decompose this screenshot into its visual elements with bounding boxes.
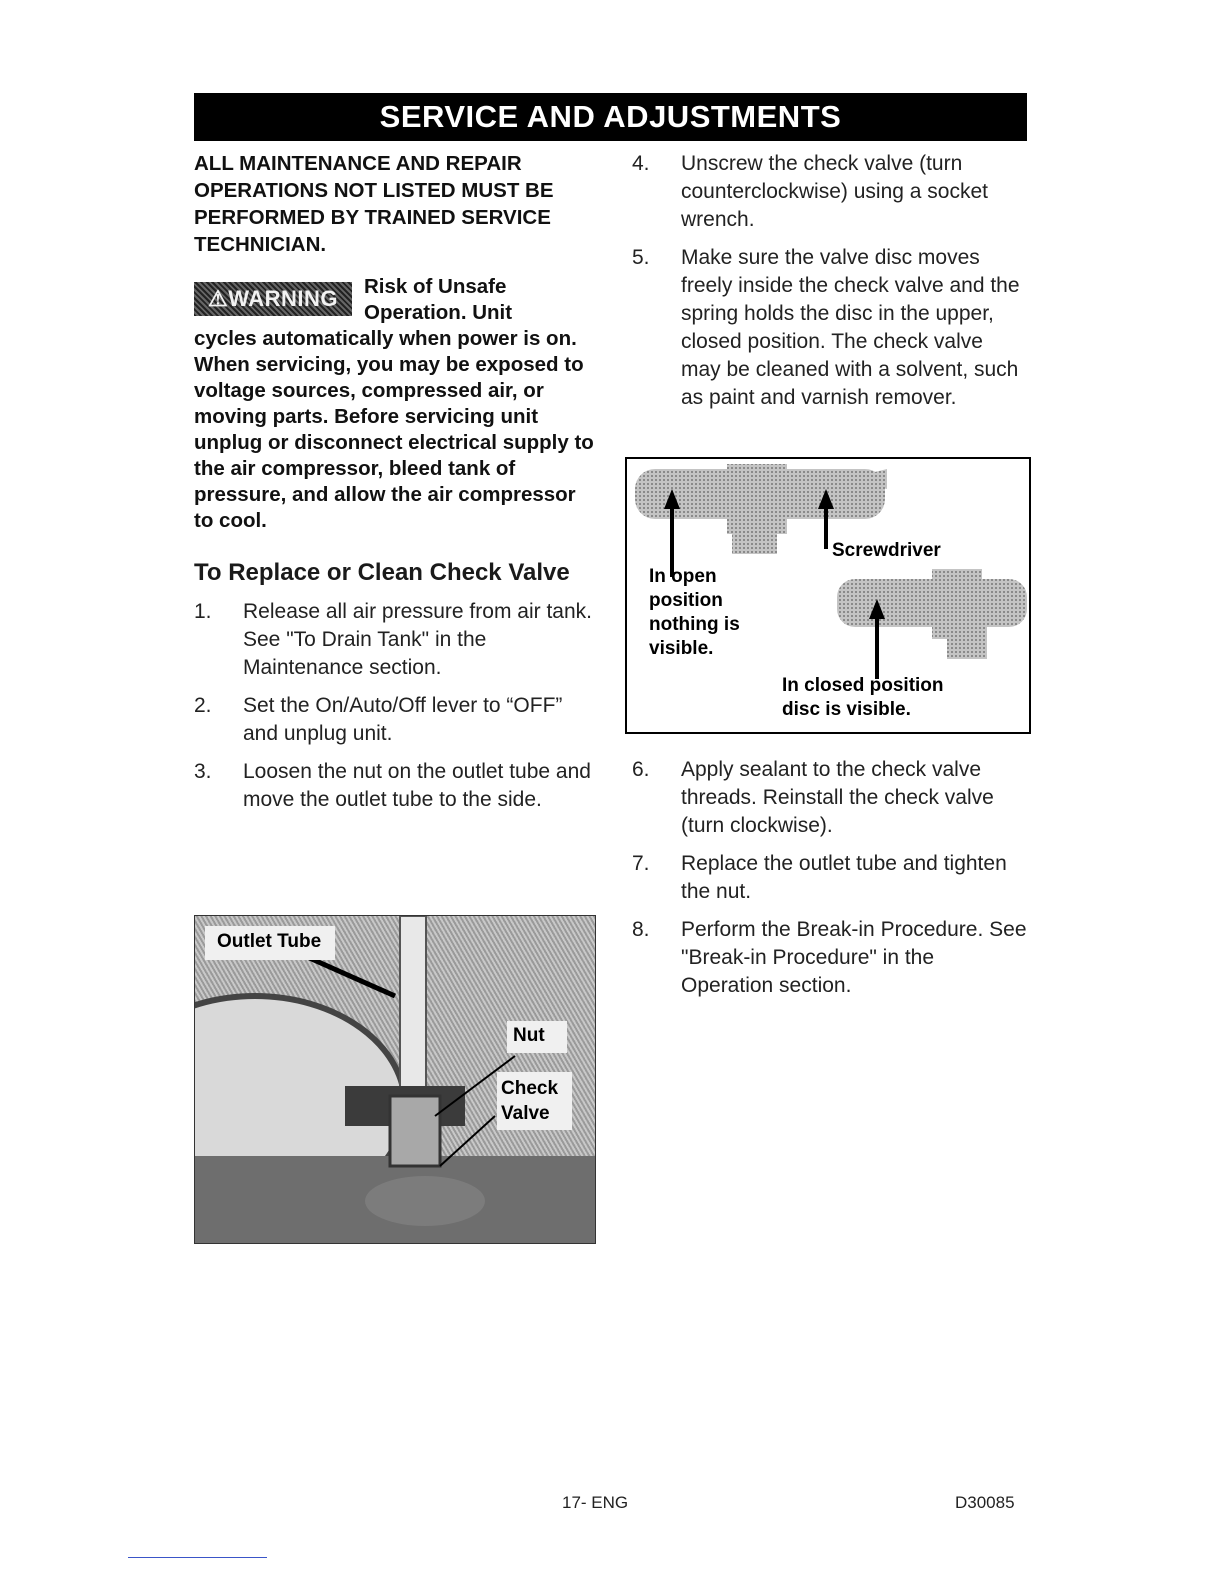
- warning-block: [194, 274, 594, 534]
- right-column: [632, 150, 1027, 422]
- step-number: 5.: [632, 246, 650, 269]
- step-text: Unscrew the check valve (turn counterclockwise) using a socket wrench.: [681, 152, 988, 231]
- step-text: Set the On/Auto/Off lever to “OFF” and unplug unit.: [243, 694, 563, 745]
- step-item: [194, 692, 594, 748]
- warning-headline: Risk of Unsafe Operation. Unit: [364, 275, 513, 324]
- step-text: Replace the outlet tube and tighten the nut.: [681, 852, 1007, 903]
- step-number: 1.: [194, 600, 212, 623]
- bottom-divider: [128, 1557, 267, 1558]
- warning-body: cycles automatically when power is on. When servicing, you may be exposed to voltage sources, compressed air, or moving parts. Before servicing unit unplug or disconnect electrical supply to the air compressor, bleed tank of pressure, and allow the air compressor to cool.: [194, 327, 594, 532]
- left-column: [194, 150, 594, 824]
- open-position-label-4: visible.: [649, 638, 714, 659]
- step-item: [194, 758, 594, 814]
- step-text: Perform the Break-in Procedure. See "Break-in Procedure" in the Operation section.: [681, 918, 1027, 997]
- step-number: 4.: [632, 152, 650, 175]
- outlet-tube-photo: [194, 915, 596, 1244]
- step-number: 7.: [632, 852, 650, 875]
- step-number: 2.: [194, 694, 212, 717]
- closed-position-label-1: In closed position: [782, 675, 944, 696]
- screwdriver-label: Screwdriver: [832, 540, 941, 561]
- page-number: 17- ENG: [562, 1493, 629, 1512]
- step-text: Loosen the nut on the outlet tube and move the outlet tube to the side.: [243, 760, 591, 811]
- warning-badge: [194, 282, 352, 316]
- step-item: [632, 850, 1027, 906]
- step-item: [632, 756, 1027, 840]
- step-number: 3.: [194, 760, 212, 783]
- step-text: Apply sealant to the check valve threads. Reinstall the check valve (turn clockwise).: [681, 758, 994, 837]
- warning-badge-label: ⚠WARNING: [207, 286, 339, 311]
- section-header-title: SERVICE AND ADJUSTMENTS: [379, 99, 842, 134]
- step-text: Release all air pressure from air tank. See "To Drain Tank" in the Maintenance section.: [243, 600, 592, 679]
- right-column-bottom: [632, 756, 1027, 1010]
- section-header: [194, 93, 1027, 141]
- step-item: [632, 244, 1027, 412]
- step-item: [632, 150, 1027, 234]
- subsection-title: To Replace or Clean Check Valve: [194, 559, 570, 586]
- steps-list-right-bottom: [632, 756, 1027, 1000]
- open-position-label-2: position: [649, 590, 723, 611]
- open-position-label-1: In open: [649, 566, 717, 587]
- steps-list-right-top: [632, 150, 1027, 412]
- closed-position-label-2: disc is visible.: [782, 699, 911, 720]
- step-item: [194, 598, 594, 682]
- steps-list-left: [194, 598, 594, 814]
- outlet-tube-label: Outlet Tube: [217, 931, 322, 952]
- document-code: D30085: [955, 1493, 1015, 1512]
- valve-label: Valve: [501, 1103, 550, 1124]
- check-label: Check: [501, 1078, 559, 1099]
- step-item: [632, 916, 1027, 1000]
- nut-label: Nut: [513, 1025, 545, 1046]
- step-number: 8.: [632, 918, 650, 941]
- step-number: 6.: [632, 758, 650, 781]
- step-text: Make sure the valve disc moves freely inside the check valve and the spring holds the disc in the upper, closed position. The check valve may be cleaned with a solvent, such as paint and varnish remover.: [681, 246, 1020, 409]
- check-valve-figure: [625, 457, 1031, 734]
- open-position-label-3: nothing is: [649, 614, 740, 635]
- caution-notice: ALL MAINTENANCE AND REPAIR OPERATIONS NOT LISTED MUST BE PERFORMED BY TRAINED SERVICE TECHNICIAN.: [194, 152, 554, 256]
